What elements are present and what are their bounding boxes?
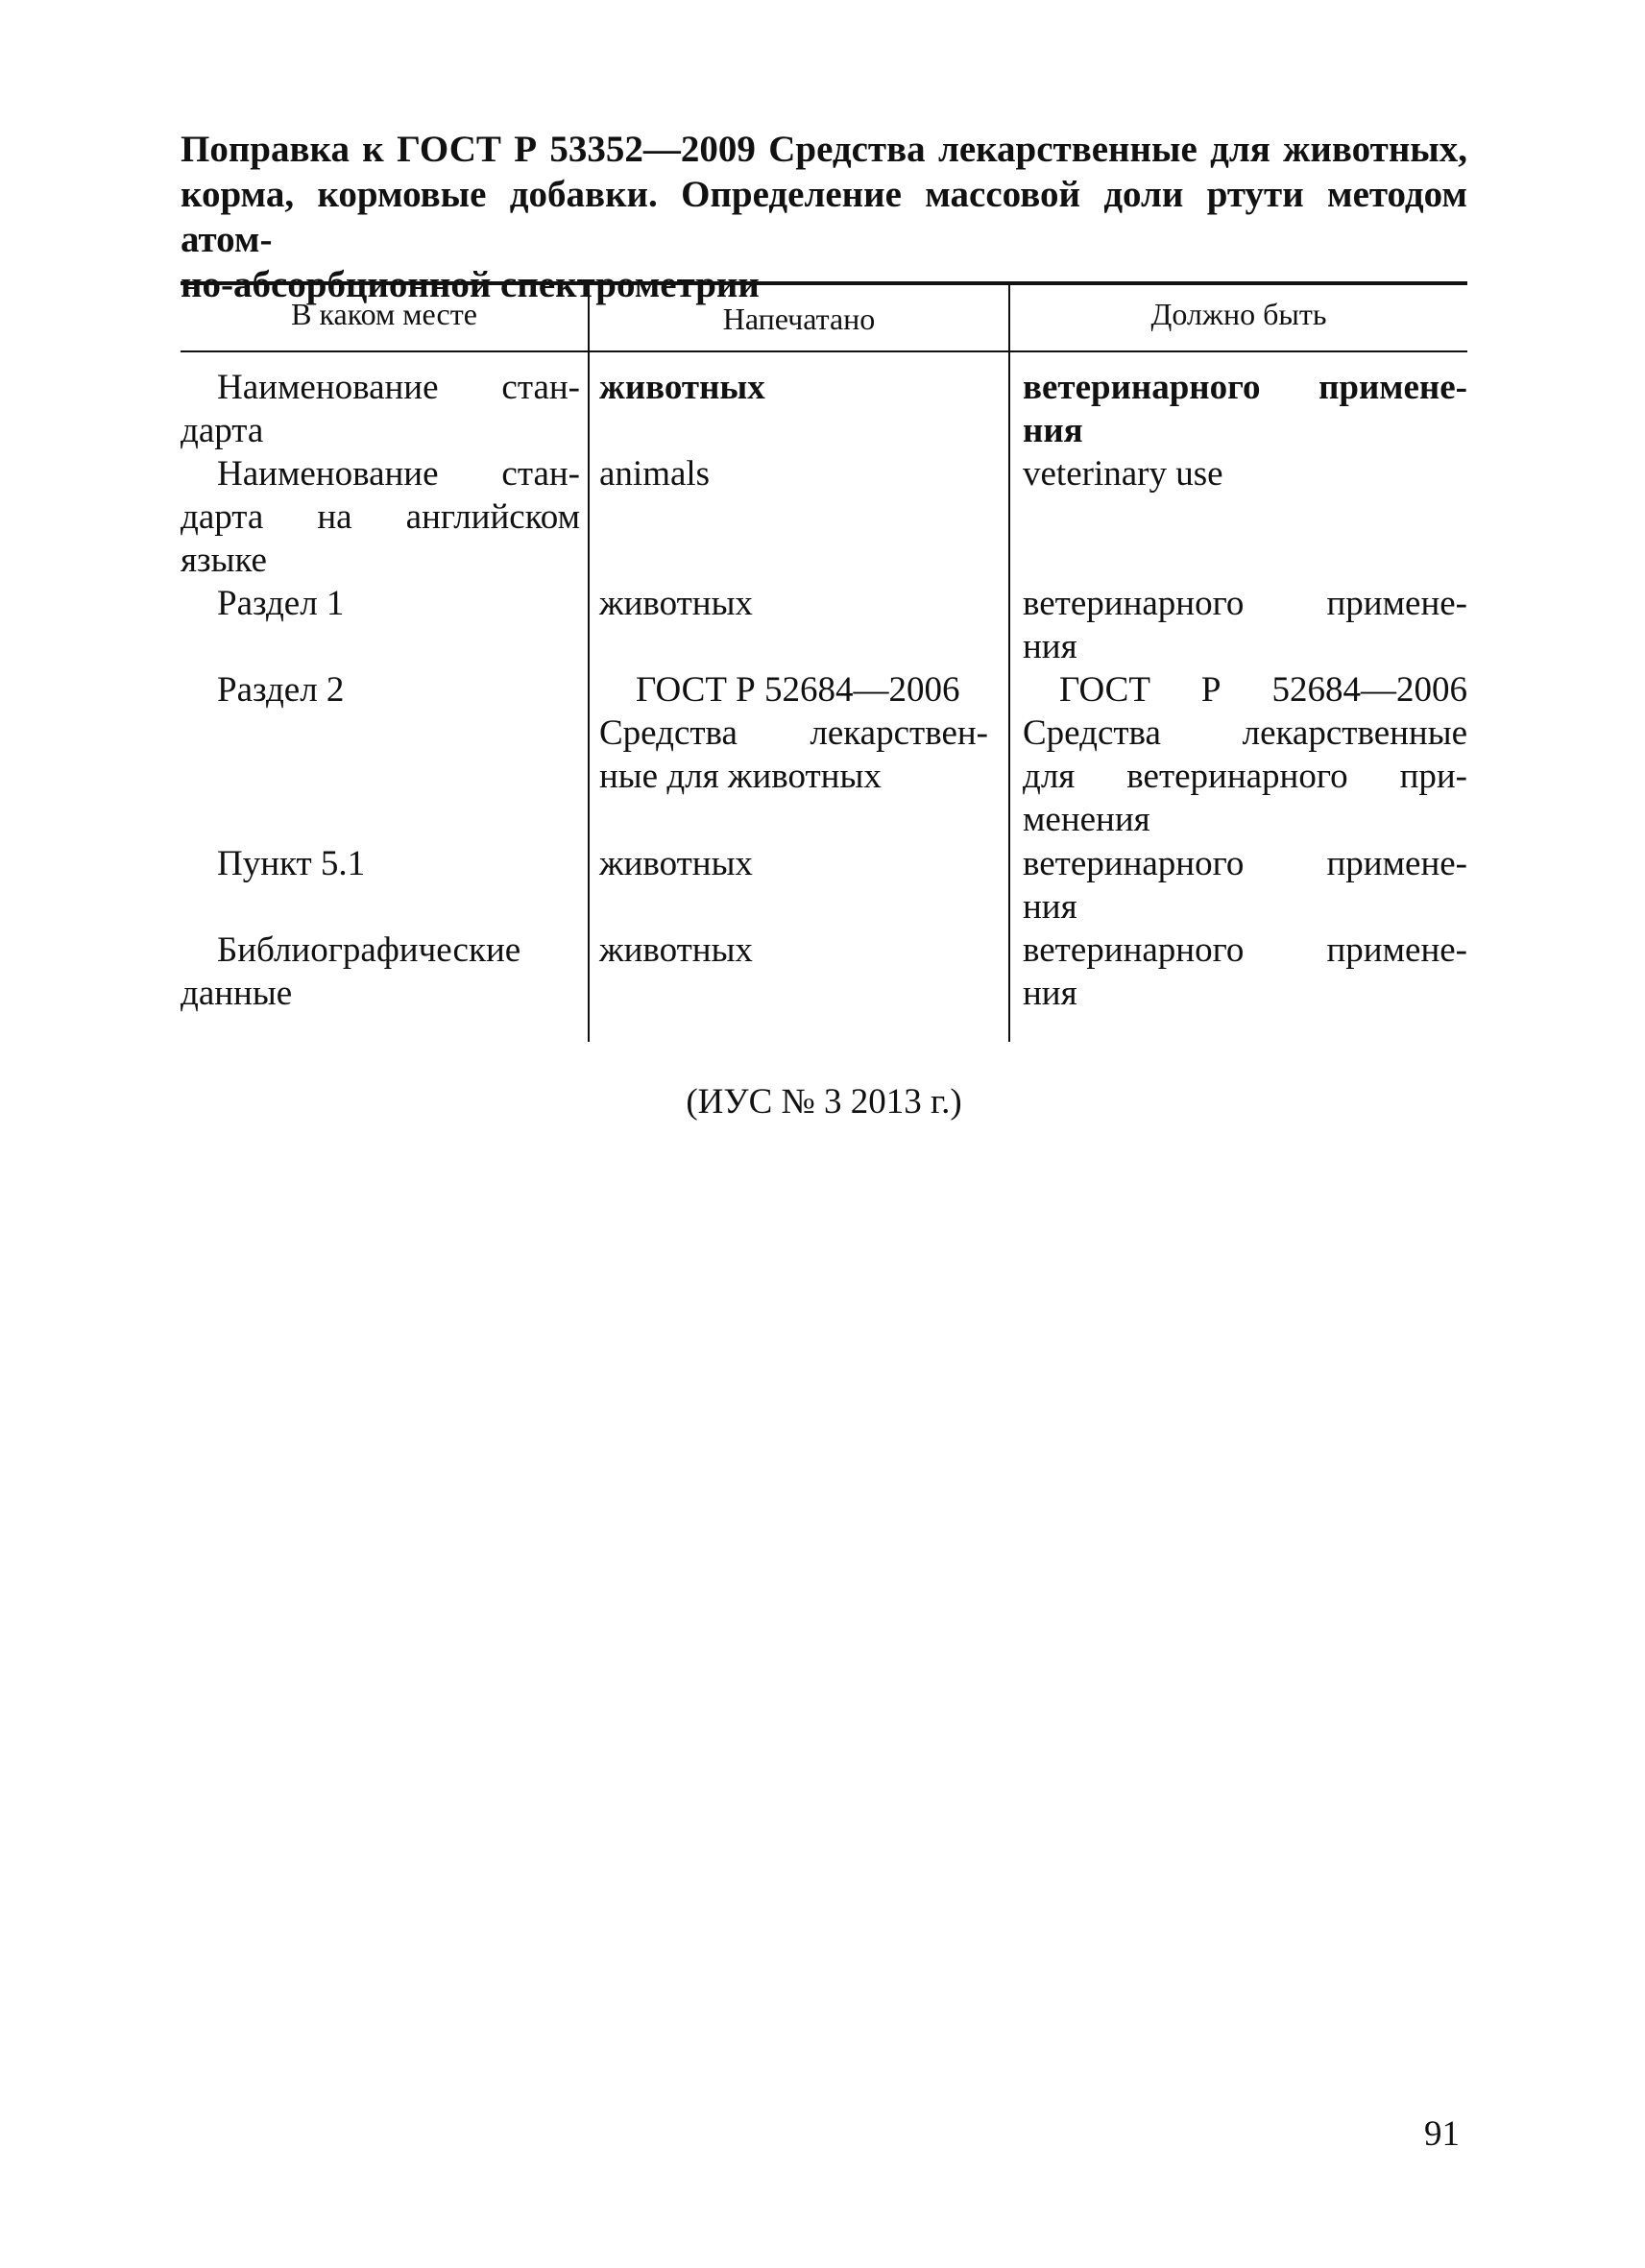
title-line-2: корма, кормовые добавки. Определение массовой доли ртути методом атом- [181,174,1467,260]
cell-place: Наименование стан- дарта на английском языке [181,454,580,580]
cell-place: Библиографические данные [181,930,521,1013]
cell-printed: животных [599,930,753,970]
cell-printed: животных [599,844,753,883]
cell-place: Пункт 5.1 [217,844,366,883]
table-header-place: В каком месте [291,297,477,331]
cell-should-be: ветеринарного примене- ния [1023,368,1467,450]
cell-place: Наименование стан- дарта [181,368,580,450]
cell-should-be: ветеринарного примене- ния [1023,844,1467,927]
table-top-rule [181,281,1467,285]
ius-reference: (ИУС № 3 2013 г.) [686,1082,962,1122]
cell-should-be: ветеринарного примене- ния [1023,584,1467,666]
cell-printed: животных [599,368,765,407]
table-column-divider-1 [588,283,590,1042]
cell-printed: животных [599,584,753,623]
page-number: 91 [1424,2114,1460,2154]
title-line-1: Поправка к ГОСТ Р 53352—2009 Средства лекарственные для животных, [181,129,1467,170]
amendment-title [181,127,1467,307]
cell-printed: animals [599,454,711,494]
table-column-divider-2 [1008,283,1010,1042]
table-header-printed: Напечатано [722,302,876,336]
cell-should-be: ГОСТ Р 52684—2006 Средства лекарственные для ветеринарного при- менения [1023,670,1467,839]
title-line-3: но-абсорбционной спектрометрии [181,264,760,305]
cell-place: Раздел 1 [217,584,345,623]
cell-printed: ГОСТ Р 52684—2006 Средства лекарствен- ные для животных [599,670,988,796]
cell-should-be: ветеринарного примене- ния [1023,930,1467,1013]
cell-place: Раздел 2 [217,670,345,710]
table-header-should-be: Должно быть [1150,297,1327,331]
cell-should-be: veterinary use [1023,454,1223,494]
